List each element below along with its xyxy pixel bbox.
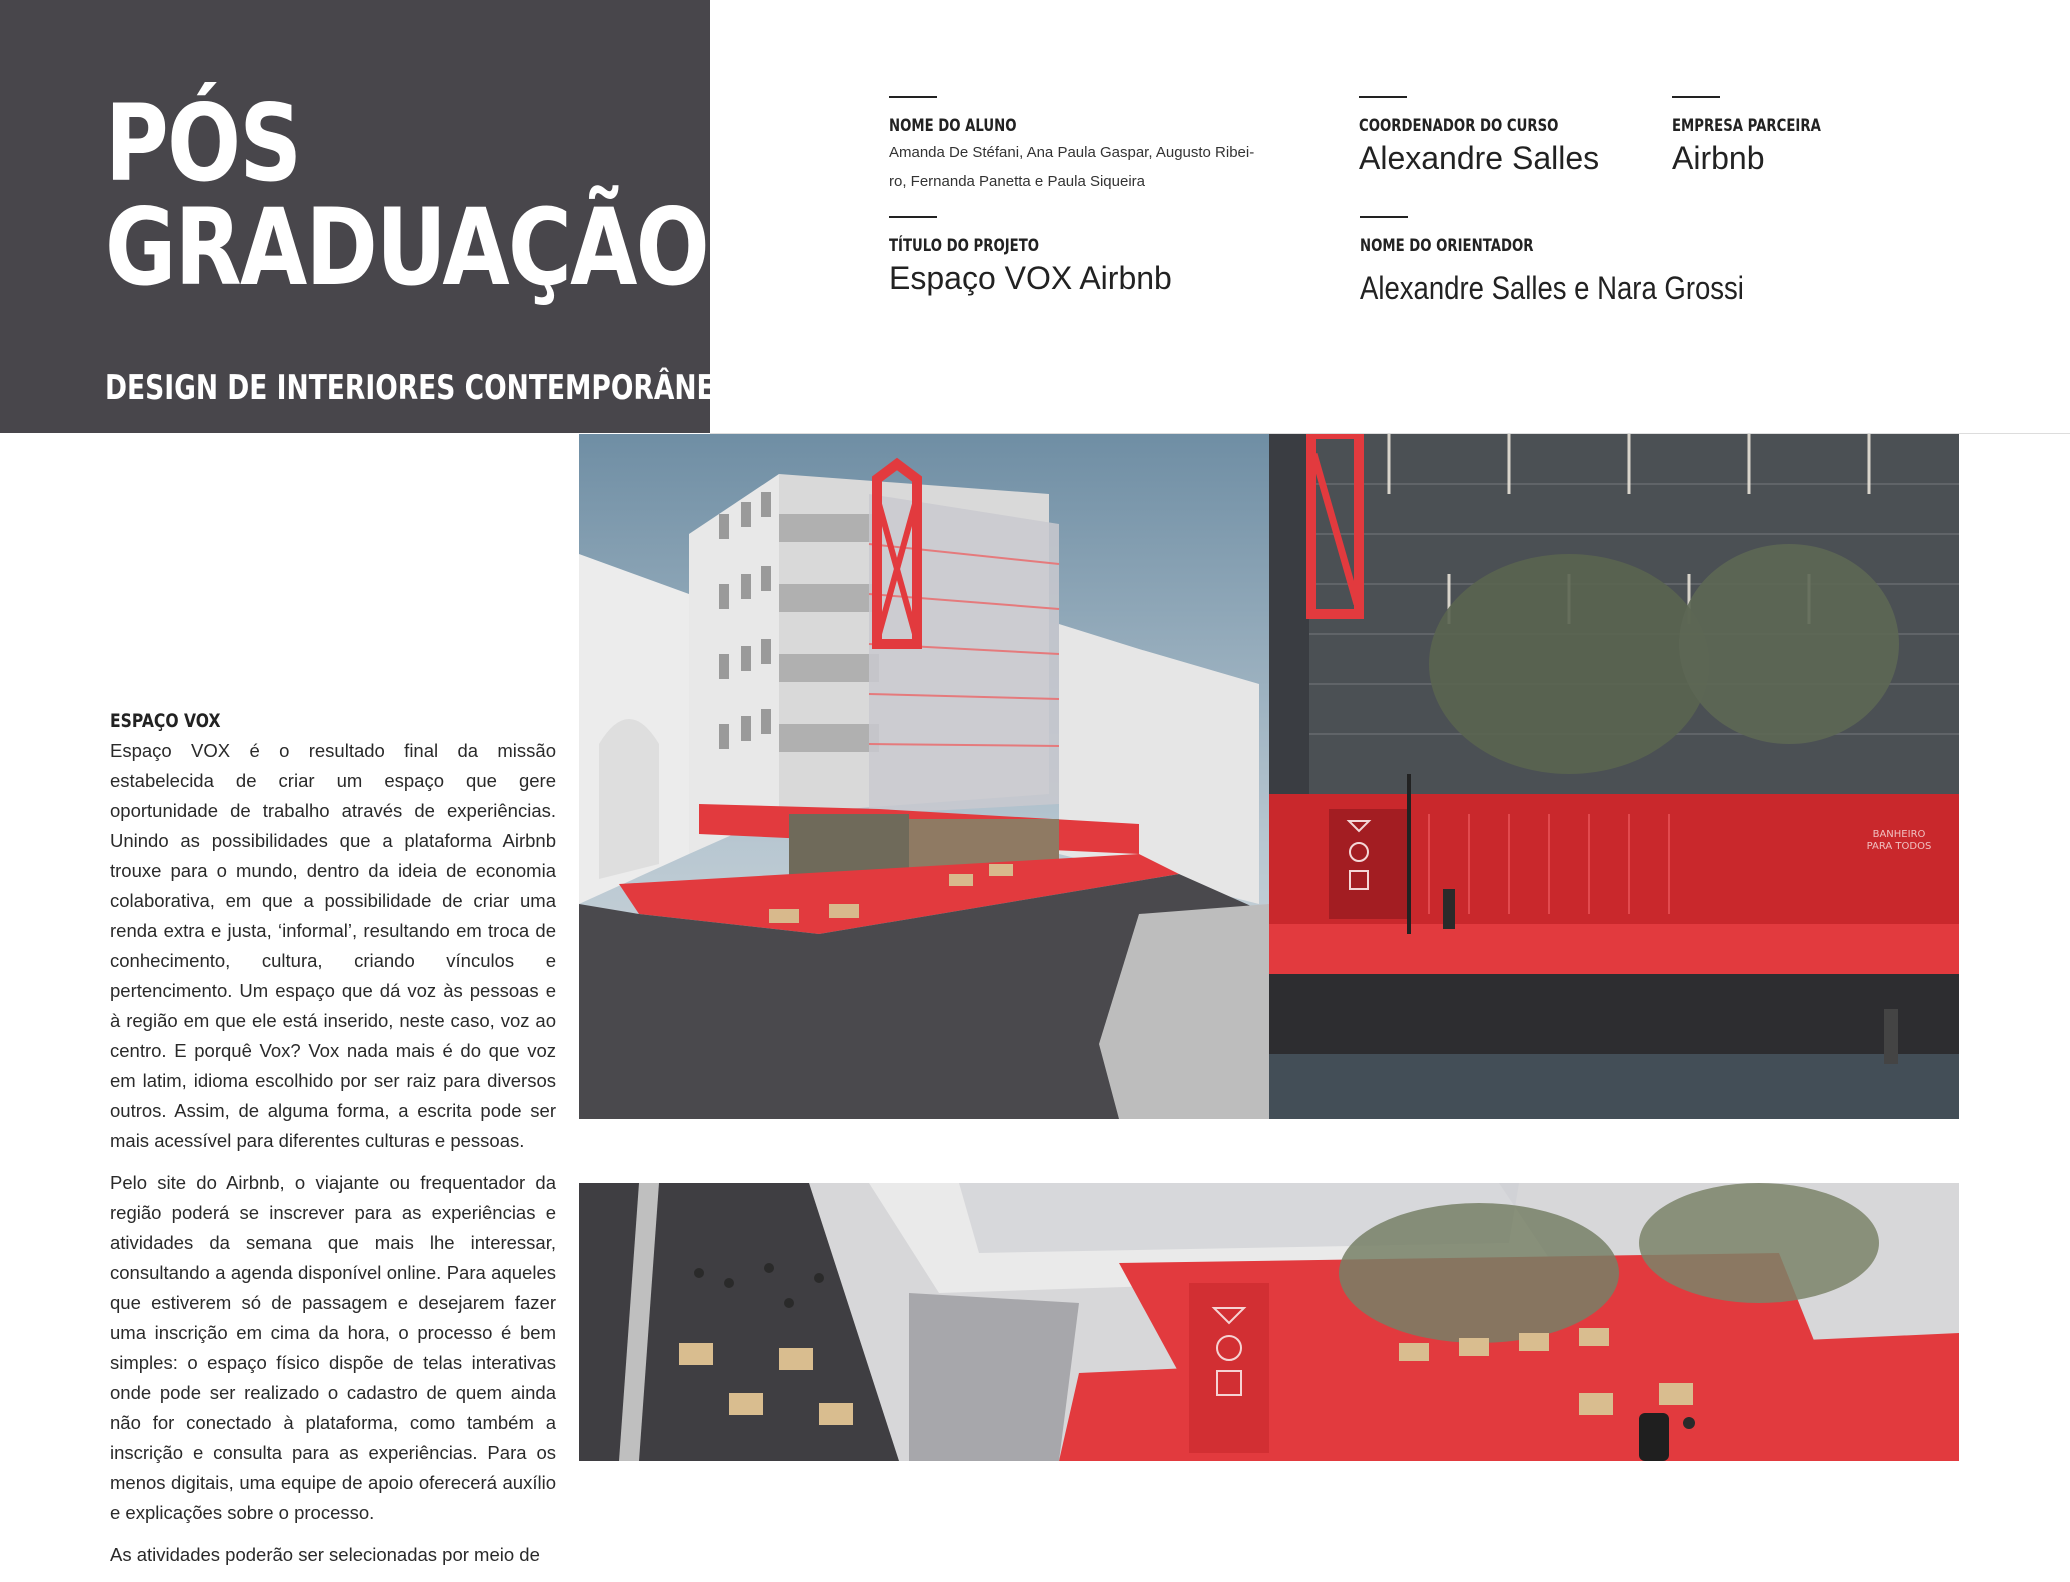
student-value-line1: Amanda De Stéfani, Ana Paula Gaspar, Augusto Ribei- (889, 144, 1255, 161)
advisor-label: NOME DO ORIENTADOR (1360, 236, 1534, 256)
project-label: TÍTULO DO PROJETO (889, 236, 1040, 256)
advisor-field (1360, 216, 1806, 307)
article (110, 706, 556, 1582)
divider (889, 216, 937, 218)
partner-label: EMPRESA PARCEIRA (1672, 116, 1821, 136)
header-block (0, 0, 738, 433)
article-paragraph: Espaço VOX é o resultado final da missão estabelecida de criar um espaço que gere oportunidade de trabalho através de experiências. Unindo as possibilidades que a plataforma Airbnb trouxe para o mundo, dentro da ideia de economia colaborativa, em que a possibilidade de criar uma renda extra e justa, ‘informal’, resultando em troca de conhecimento, cultura, criando vínculos e pertencimento. Um espaço que dá voz às pessoas e à região em que ele está inserido, neste caso, voz ao centro. E porquê Vox? Vox nada mais é do que voz em latim, idioma escolhido por ser raiz para diversos outros. Assim, de alguma forma, a escrita pode ser mais acessível para diferentes culturas e pessoas. (110, 740, 556, 1151)
article-paragraph: Pelo site do Airbnb, o viajante ou frequentador da região poderá se inscrever para as experiências e atividades da semana que mais lhe interessar, consultando a agenda disponível online. Para aqueles que estiverem só de passagem e desejarem fazer uma inscrição em cima da hora, o processo é bem simples: o espaço físico dispõe de telas interativas onde pode ser realizado o cadastro de quem ainda não for conectado à plataforma, como também a inscrição e consulta para as experiências. Para os menos digitais, uma equipe de apoio oferecerá auxílio e explicações sobre o processo. (110, 1172, 556, 1523)
article-paragraph: As atividades poderão ser selecionadas por meio de (110, 1544, 540, 1565)
course-name: DESIGN DE INTERIORES CONTEMPORÂNEO (105, 368, 738, 408)
divider (1360, 216, 1408, 218)
render-night-view (1269, 434, 1959, 1119)
page-title: PÓS GRADUAÇÃO (105, 82, 709, 309)
coordinator-value: Alexandre Salles (1359, 140, 1600, 176)
render-corner-view (579, 434, 1269, 1119)
project-field (889, 216, 1172, 297)
coordinator-field (1359, 96, 1615, 177)
restroom-sign: BANHEIRO PARA TODOS (1866, 829, 1932, 852)
project-value: Espaço VOX Airbnb (889, 260, 1172, 296)
divider (889, 96, 937, 98)
divider (1672, 96, 1720, 98)
student-field (889, 96, 1254, 192)
coordinator-label: COORDENADOR DO CURSO (1359, 116, 1559, 136)
article-heading: ESPAÇO VOX (110, 710, 221, 732)
student-value-line2: ro, Fernanda Panetta e Paula Siqueira (889, 173, 1146, 190)
student-label: NOME DO ALUNO (889, 116, 1017, 136)
divider (1359, 96, 1407, 98)
partner-value: Airbnb (1672, 140, 1765, 176)
advisor-value: Alexandre Salles e Nara Grossi (1360, 270, 1744, 306)
partner-field (1672, 96, 1863, 177)
render-aerial-view (579, 1183, 1959, 1461)
